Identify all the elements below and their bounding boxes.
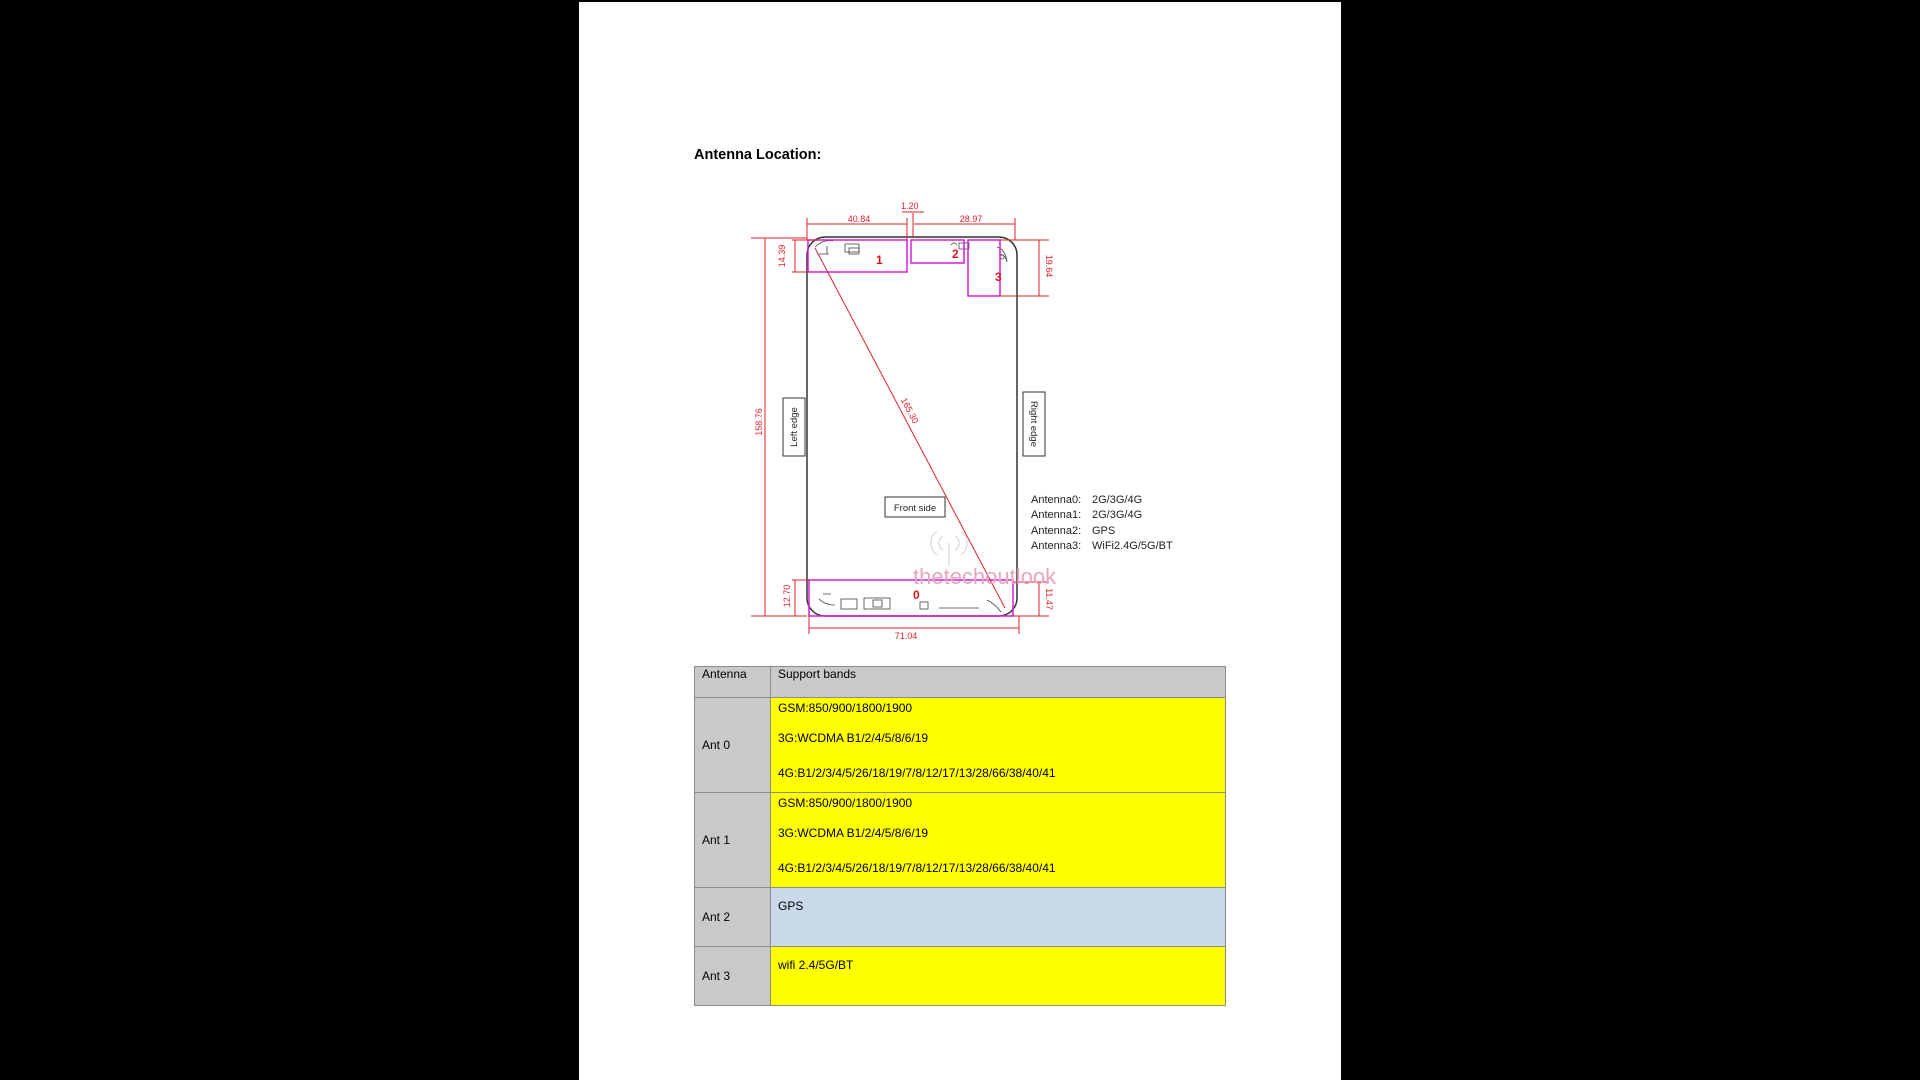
- support-bands-table: [694, 666, 1226, 1006]
- table-row: [695, 947, 1226, 1006]
- antenna-1-area: [808, 240, 907, 272]
- dim-diagonal: 165.30: [898, 396, 921, 426]
- legend-antenna0-name: Antenna0:: [1031, 494, 1082, 506]
- dim-height-bottom-left: 12.70: [782, 584, 792, 608]
- front-side-label: Front side: [893, 503, 937, 514]
- legend-antenna3-bands: WiFi2.4G/5G/BT: [1092, 540, 1173, 552]
- table-row: [695, 793, 1226, 888]
- legend-antenna2-name: Antenna2:: [1031, 525, 1082, 537]
- bands-cell: GPS: [771, 888, 1226, 947]
- watermark-signal-icon: [931, 531, 967, 566]
- right-edge-label: Right edge: [1028, 401, 1039, 447]
- dim-height-total: 158.76: [754, 408, 764, 436]
- watermark-text: thetechoutlook: [913, 564, 1057, 589]
- antenna-cell: Ant 0: [695, 698, 771, 793]
- header-support-bands: Support bands: [771, 667, 1226, 698]
- band-line: 4G:B1/2/3/4/5/26/18/19/7/8/12/17/13/28/66/38/40/41: [778, 861, 1056, 875]
- bands-cell: [771, 698, 1226, 793]
- antenna-cell: Ant 1: [695, 793, 771, 888]
- dim-height-bottom-right: 11.47: [1044, 588, 1054, 610]
- band-line: GSM:850/900/1800/1900: [778, 796, 913, 810]
- table-header-row: [695, 667, 1226, 698]
- dim-gap-top: 1.20: [901, 201, 919, 211]
- antenna-number-1: 1: [876, 253, 883, 267]
- band-line: GSM:850/900/1800/1900: [778, 701, 913, 715]
- dim-width-bottom: 71.04: [894, 631, 918, 641]
- antenna-number-0: 0: [913, 588, 920, 602]
- bottom-components: [819, 594, 1001, 612]
- legend-antenna1-bands: 2G/3G/4G: [1092, 509, 1143, 521]
- antenna-cell: Ant 3: [695, 947, 771, 1006]
- band-line: 3G:WCDMA B1/2/4/5/8/6/19: [778, 731, 929, 745]
- dim-height-top-left: 14.39: [777, 244, 787, 268]
- band-line: 4G:B1/2/3/4/5/26/18/19/7/8/12/17/13/28/66/38/40/41: [778, 766, 1056, 780]
- antenna-number-2: 2: [952, 247, 959, 261]
- legend-antenna1-name: Antenna1:: [1031, 509, 1082, 521]
- document-page: [579, 2, 1341, 1080]
- antenna-location-diagram: [579, 2, 1341, 652]
- legend-antenna2-bands: GPS: [1092, 525, 1116, 537]
- antenna-3-area: [968, 240, 1000, 296]
- dim-width-left: 40.84: [847, 214, 871, 224]
- page-heading: Antenna Location:: [694, 147, 822, 163]
- bands-cell: wifi 2.4/5G/BT: [771, 947, 1226, 1006]
- antenna-cell: Ant 2: [695, 888, 771, 947]
- band-line: 3G:WCDMA B1/2/4/5/8/6/19: [778, 826, 929, 840]
- legend-antenna0-bands: 2G/3G/4G: [1092, 494, 1143, 506]
- bands-cell: [771, 793, 1226, 888]
- table-row: [695, 698, 1226, 793]
- header-antenna: Antenna: [695, 667, 771, 698]
- dim-width-right: 28.97: [959, 214, 983, 224]
- legend-antenna3-name: Antenna3:: [1031, 540, 1082, 552]
- left-edge-label: Left edge: [789, 407, 800, 447]
- dim-height-top-right: 19.64: [1044, 254, 1054, 278]
- phone-outline: [807, 237, 1017, 616]
- antenna-number-3: 3: [995, 270, 1002, 284]
- table-row: [695, 888, 1226, 947]
